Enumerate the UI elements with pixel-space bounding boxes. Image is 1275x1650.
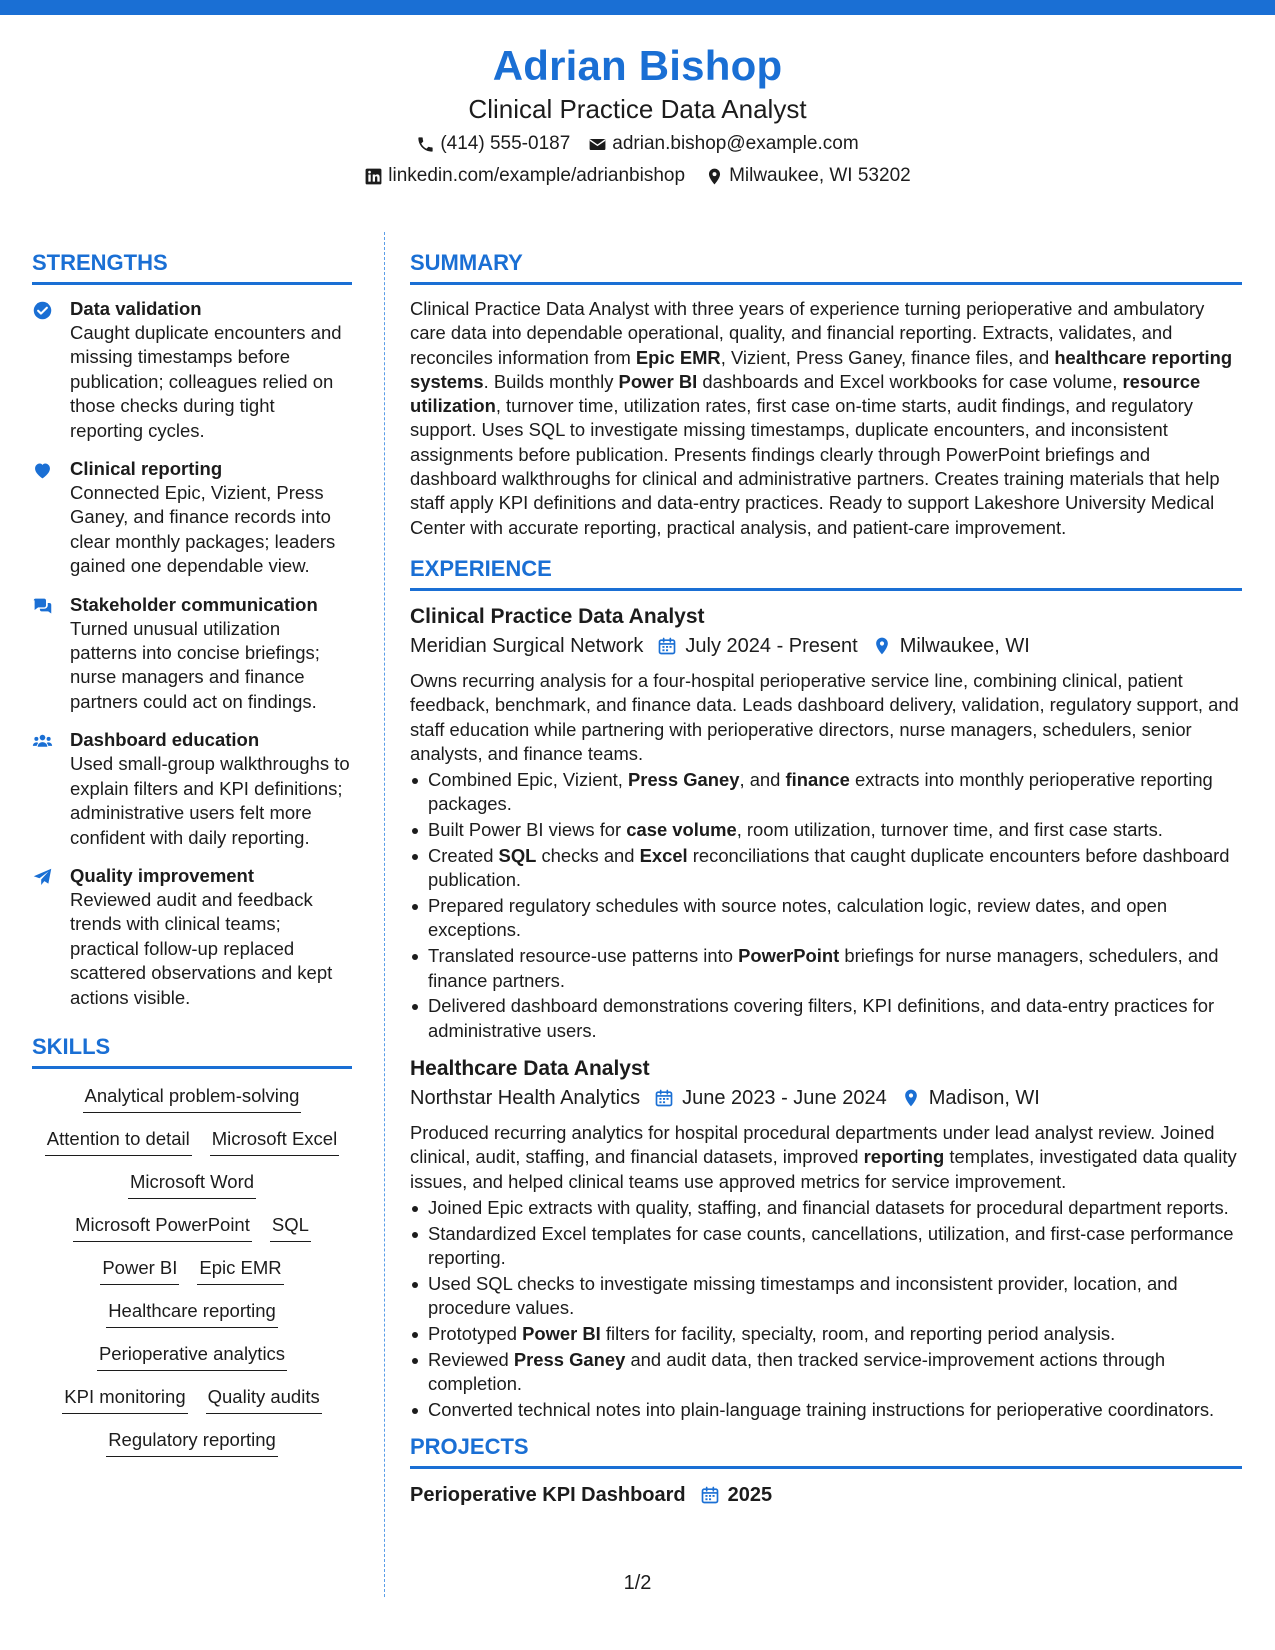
skill-tag: Regulatory reporting xyxy=(106,1427,278,1457)
job-company: Meridian Surgical Network xyxy=(410,634,644,657)
experience-title: EXPERIENCE xyxy=(410,554,1242,591)
bullet-item: Combined Epic, Vizient, Press Ganey, and finance extracts into monthly perioperative reporting packages. xyxy=(410,768,1242,817)
map-pin-icon xyxy=(705,167,724,186)
strength-item xyxy=(32,297,352,443)
job-meta xyxy=(410,1083,1242,1113)
linkedin-icon xyxy=(364,167,383,186)
paper-plane-icon xyxy=(32,867,53,888)
strengths-title: STRENGTHS xyxy=(32,248,352,285)
projects-title: PROJECTS xyxy=(410,1432,1242,1469)
skill-tag: Attention to detail xyxy=(45,1126,192,1156)
column-divider xyxy=(384,232,385,1597)
skill-tag: KPI monitoring xyxy=(62,1384,187,1414)
skill-tag: Perioperative analytics xyxy=(97,1341,287,1371)
location-contact xyxy=(705,164,911,188)
strength-desc: Used small-group walkthroughs to explain filters and KPI definitions; administrative users felt more confident with daily reporting. xyxy=(70,753,350,848)
bullet-item: Converted technical notes into plain-language training instructions for perioperative coordinators. xyxy=(410,1398,1242,1422)
bullet-item: Used SQL checks to investigate missing timestamps and inconsistent provider, location, and procedure values. xyxy=(410,1272,1242,1321)
strength-desc: Connected Epic, Vizient, Press Ganey, and finance records into clear monthly packages; leaders gained one dependable view. xyxy=(70,482,336,577)
job-dates xyxy=(654,1083,887,1113)
job-location-text: Milwaukee, WI xyxy=(899,634,1030,657)
bullet-item: Reviewed Press Ganey and audit data, then tracked service-improvement actions through completion. xyxy=(410,1348,1242,1397)
top-accent-bar xyxy=(0,0,1275,15)
bullet-item: Prepared regulatory schedules with source notes, calculation logic, review dates, and open exceptions. xyxy=(410,894,1242,943)
job-location xyxy=(901,1083,1040,1113)
location-text: Milwaukee, WI 53202 xyxy=(729,165,911,186)
strength-title: Stakeholder communication xyxy=(70,593,318,615)
bullet-item: Created SQL checks and Excel reconciliations that caught duplicate encounters before dashboard publication. xyxy=(410,844,1242,893)
job-description: Produced recurring analytics for hospital procedural departments under lead analyst review. Joined clinical, audit, staffing, and financial datasets, improved reporting templates, investigated data quality issues, and helped clinical teams use approved metrics for service improvement. xyxy=(410,1121,1237,1192)
job-bullets xyxy=(410,1196,1242,1422)
skill-tag: Healthcare reporting xyxy=(106,1298,278,1328)
bullet-item: Delivered dashboard demonstrations covering filters, KPI definitions, and data-entry practices for administrative users. xyxy=(410,994,1242,1043)
summary-text: Clinical Practice Data Analyst with three years of experience turning perioperative and ambulatory care data into dependable operational, quality, and financial reporting. Extracts, validates, and reconciles information from Epic EMR, Vizient, Press Ganey, finance files, and healthcare reporting systems. Builds monthly Power BI dashboards and Excel workbooks for case volume, resource utilization, turnover time, utilization rates, first case on-time starts, audit findings, and regulatory support. Uses SQL to investigate missing timestamps, duplicate encounters, and inconsistent assignments before publication. Presents findings clearly through PowerPoint briefings and dashboard walkthroughs for clinical and administrative partners. Creates training materials that help staff apply KPI definitions and data-entry practices. Ready to support Lakeshore University Medical Center with accurate reporting, practical analysis, and patient-care improvement. xyxy=(410,298,1233,538)
right-column xyxy=(410,248,1242,1509)
strengths-list xyxy=(32,297,352,1010)
users-icon xyxy=(32,731,53,752)
job-dates xyxy=(657,631,857,661)
job-location-text: Madison, WI xyxy=(928,1086,1040,1109)
project-name: Perioperative KPI Dashboard xyxy=(410,1483,686,1506)
job-location xyxy=(872,631,1030,661)
strength-title: Clinical reporting xyxy=(70,458,223,480)
strength-item xyxy=(32,864,352,1010)
left-column xyxy=(32,248,352,1470)
phone-icon xyxy=(416,135,435,154)
contact-row-1 xyxy=(0,132,1275,156)
strength-desc: Reviewed audit and feedback trends with clinical teams; practical follow-up replaced scattered observations and kept actions visible. xyxy=(70,888,333,1008)
linkedin-contact[interactable] xyxy=(364,164,685,188)
strength-item xyxy=(32,728,352,850)
bullet-item: Built Power BI views for case volume, room utilization, turnover time, and first case starts. xyxy=(410,818,1242,842)
job-entry xyxy=(410,603,1242,1043)
skills-list xyxy=(32,1083,352,1457)
job-company: Northstar Health Analytics xyxy=(410,1086,641,1109)
candidate-name: Adrian Bishop xyxy=(492,42,783,89)
envelope-icon xyxy=(588,135,607,154)
skill-tag: Analytical problem-solving xyxy=(83,1083,302,1113)
calendar-icon xyxy=(700,1485,720,1505)
heart-icon xyxy=(32,460,53,481)
map-pin-icon xyxy=(872,636,892,656)
skill-tag: Power BI xyxy=(100,1255,179,1285)
strength-title: Dashboard education xyxy=(70,729,260,751)
job-title: Clinical Practice Data Analyst xyxy=(410,604,705,628)
strength-desc: Turned unusual utilization patterns into concise briefings; nurse managers and finance partners could act on findings. xyxy=(70,617,320,712)
job-description: Owns recurring analysis for a four-hospital perioperative service line, combining clinical, patient feedback, benchmark, and finance data. Leads dashboard delivery, validation, regulatory support, and staff education while partnering with perioperative directors, nurse managers, schedulers, senior analysts, and finance teams. xyxy=(410,669,1239,764)
skill-tag: Microsoft PowerPoint xyxy=(73,1212,252,1242)
strength-title: Data validation xyxy=(70,298,202,319)
comments-icon xyxy=(32,596,53,617)
candidate-role: Clinical Practice Data Analyst xyxy=(468,94,807,124)
map-pin-icon xyxy=(901,1088,921,1108)
calendar-icon xyxy=(657,636,677,656)
bullet-item: Translated resource-use patterns into PowerPoint briefings for nurse managers, schedulers, and finance partners. xyxy=(410,944,1242,993)
phone-contact xyxy=(416,132,570,156)
bullet-item: Joined Epic extracts with quality, staffing, and financial datasets for procedural department reports. xyxy=(410,1196,1242,1220)
page-number: 1/2 xyxy=(623,1572,652,1594)
job-bullets xyxy=(410,768,1242,1043)
bullet-item: Standardized Excel templates for case counts, cancellations, utilization, and first-case performance reporting. xyxy=(410,1222,1242,1271)
job-dates-text: June 2023 - June 2024 xyxy=(682,1086,887,1109)
job-meta xyxy=(410,631,1242,661)
linkedin-text: linkedin.com/example/adrianbishop xyxy=(388,165,686,186)
project-entry xyxy=(410,1481,1242,1509)
strength-title: Quality improvement xyxy=(70,864,255,886)
check-circle-icon xyxy=(32,300,53,321)
skill-tag: Microsoft Word xyxy=(128,1169,256,1199)
calendar-icon xyxy=(654,1088,674,1108)
contact-row-2 xyxy=(0,164,1275,188)
job-entry xyxy=(410,1055,1242,1422)
skill-tag: SQL xyxy=(270,1212,311,1242)
strength-item xyxy=(32,593,352,715)
skill-tag: Epic EMR xyxy=(197,1255,283,1285)
strength-desc: Caught duplicate encounters and missing timestamps before publication; colleagues relied on those checks during tight reporting cycles. xyxy=(70,322,342,441)
skill-tag: Microsoft Excel xyxy=(210,1126,339,1156)
project-year xyxy=(700,1481,773,1509)
email-text: adrian.bishop@example.com xyxy=(612,133,859,154)
job-dates-text: July 2024 - Present xyxy=(685,634,858,657)
strength-item xyxy=(32,457,352,579)
skill-tag: Quality audits xyxy=(206,1384,322,1414)
resume-header xyxy=(0,40,1275,188)
skills-title: SKILLS xyxy=(32,1032,352,1069)
email-contact[interactable] xyxy=(588,132,858,156)
summary-title: SUMMARY xyxy=(410,248,1242,285)
job-title: Healthcare Data Analyst xyxy=(410,1056,650,1080)
bullet-item: Prototyped Power BI filters for facility, specialty, room, and reporting period analysis. xyxy=(410,1322,1242,1346)
phone-text: (414) 555-0187 xyxy=(440,133,571,154)
project-year-text: 2025 xyxy=(727,1483,773,1506)
